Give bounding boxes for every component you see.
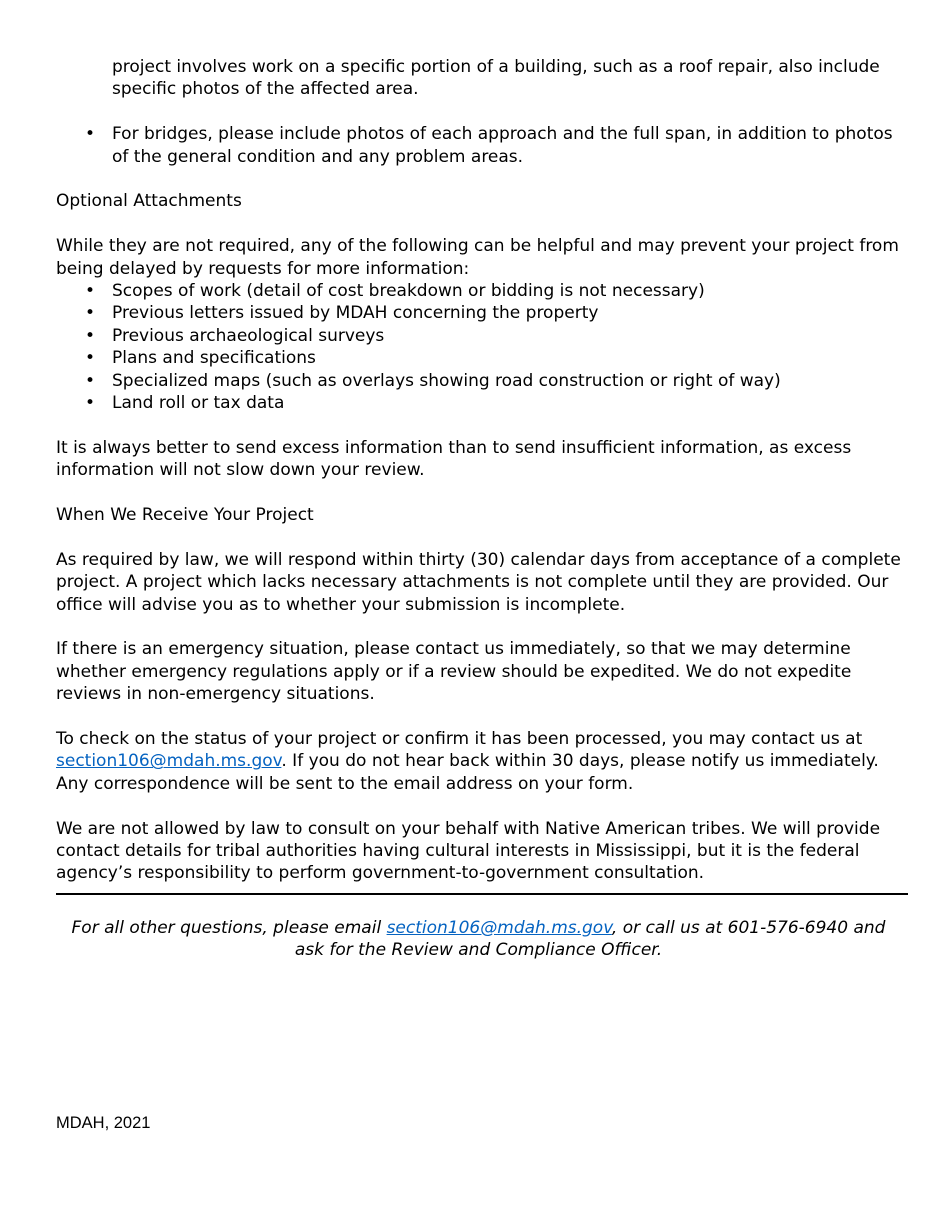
closing-email-link[interactable]: section106@mdah.ms.gov bbox=[386, 917, 612, 938]
excess-information-note: It is always better to send excess information than to send insufficient information, as excess information will not slow down your review. bbox=[56, 437, 852, 481]
emergency-paragraph: If there is an emergency situation, please contact us immediately, so that we may determine whether emergency regulations apply or if a review should be expedited. We do not expedite reviews in non-emergency situations. bbox=[56, 639, 852, 705]
optional-attachments-list bbox=[56, 280, 901, 414]
list-item: • Previous archaeological surveys bbox=[56, 325, 901, 347]
list-item: • Scopes of work (detail of cost breakdown or bidding is not necessary) bbox=[56, 280, 901, 302]
email-link[interactable]: section106@mdah.ms.gov bbox=[56, 751, 282, 772]
optional-attachments-intro: While they are not required, any of the following can be helpful and may prevent your project from being delayed by requests for more information: bbox=[56, 236, 899, 279]
photo-requirements-list bbox=[56, 123, 901, 168]
list-item: • Specialized maps (such as overlays showing road construction or right of way) bbox=[56, 370, 901, 392]
page-footer: MDAH, 2021 bbox=[56, 1114, 151, 1132]
optional-attachments-heading: Optional Attachments bbox=[56, 191, 242, 212]
contact-closing bbox=[56, 917, 901, 962]
tribal-consultation-paragraph: We are not allowed by law to consult on your behalf with Native American tribes. We will provide contact details for tribal authorities having cultural interests in Mississippi, but it is the federal agency’s responsibility to perform government-to-government consultation. bbox=[56, 818, 881, 884]
status-check-text-end: . If you do not hear back within 30 days, please notify us immediately. Any correspondence will be sent to the email address on your form. bbox=[56, 751, 879, 794]
horizontal-divider bbox=[56, 893, 908, 895]
document-body bbox=[56, 56, 901, 962]
closing-text: For all other questions, please email bbox=[71, 917, 387, 938]
list-item: • For bridges, please include photos of each approach and the full span, in addition to photos of the general condition and any problem areas. bbox=[56, 123, 901, 168]
status-check-text: To check on the status of your project or confirm it has been processed, you may contact us at bbox=[56, 729, 863, 750]
status-check-paragraph bbox=[56, 728, 901, 795]
list-item: • Previous letters issued by MDAH concerning the property bbox=[56, 302, 901, 324]
continued-list-item: project involves work on a specific portion of a building, such as a roof repair, also include specific photos of the affected area. bbox=[112, 57, 880, 100]
response-time-paragraph: As required by law, we will respond within thirty (30) calendar days from acceptance of a complete project. A project which lacks necessary attachments is not complete until they are provided. Our office will advise you as to whether your submission is incomplete. bbox=[56, 549, 901, 615]
list-item: • Plans and specifications bbox=[56, 347, 901, 369]
closing-text-end: , or call us at 601-576-6940 and ask for the Review and Compliance Officer. bbox=[294, 917, 886, 961]
list-item: • Land roll or tax data bbox=[56, 392, 901, 414]
when-we-receive-heading: When We Receive Your Project bbox=[56, 505, 314, 526]
